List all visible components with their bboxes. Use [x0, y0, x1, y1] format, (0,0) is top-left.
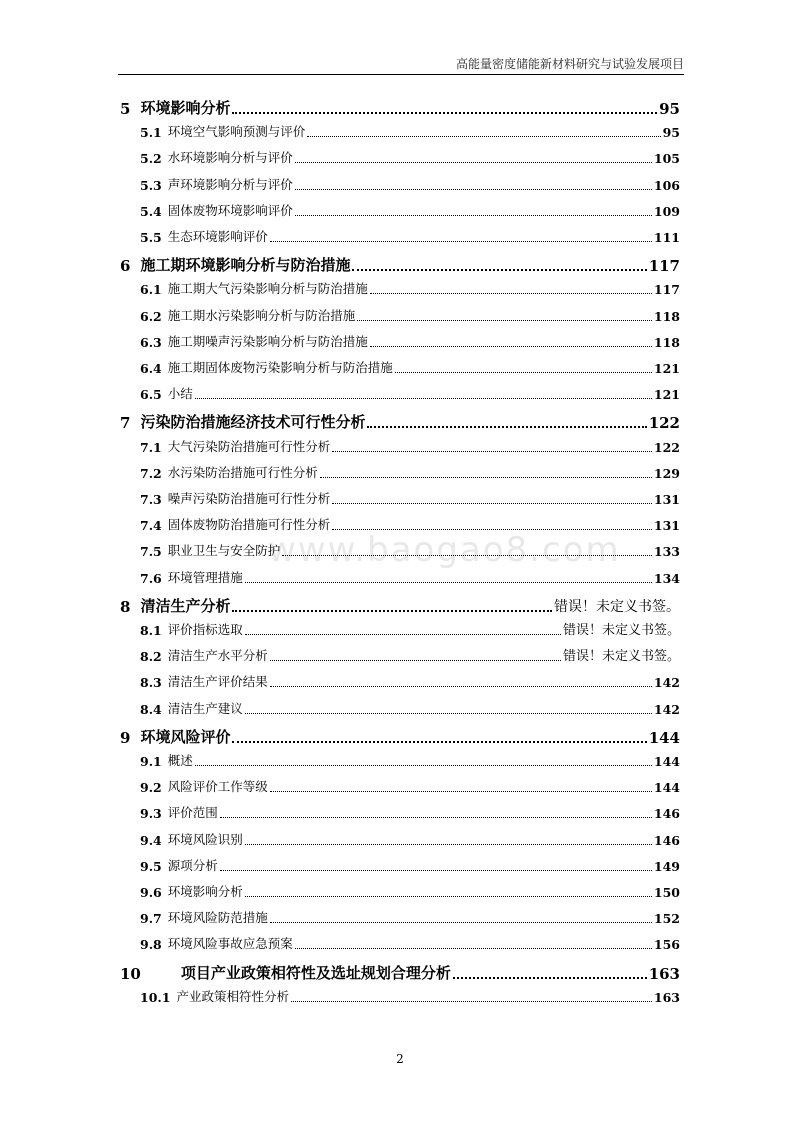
- toc-leader-dots: [232, 609, 552, 612]
- toc-section-entry[interactable]: [120, 122, 680, 140]
- toc-entry-title: 环境空气影响预测与评价: [167, 124, 306, 140]
- toc-leader-dots: [295, 947, 652, 949]
- toc-entry-page: 146: [653, 832, 680, 848]
- toc-entry-title: 评价指标选取: [167, 622, 243, 637]
- toc-leader-dots: [332, 528, 652, 530]
- toc-entry-page: 122: [653, 439, 680, 455]
- toc-entry-number: 6.4: [140, 361, 162, 376]
- toc-entry-page: 129: [653, 465, 680, 481]
- toc-entry-page: 105: [653, 151, 680, 167]
- toc-entry-title: 环境管理措施: [167, 569, 243, 585]
- toc-entry-title: 施工期噪声污染影响分析与防治措施: [167, 333, 368, 349]
- toc-leader-dots: [352, 268, 646, 271]
- toc-entry-number: 6.3: [140, 334, 162, 350]
- toc-section-entry[interactable]: [120, 620, 680, 638]
- toc-entry-page: 122: [648, 414, 680, 433]
- toc-entry-page: 149: [653, 858, 680, 874]
- toc-entry-page: 142: [653, 701, 680, 717]
- toc-entry-title: 清洁生产水平分析: [167, 648, 268, 664]
- toc-entry-page: 95: [659, 100, 680, 118]
- toc-chapter-entry[interactable]: [120, 725, 680, 747]
- toc-entry-number: 9.1: [140, 754, 162, 769]
- toc-leader-dots: [307, 135, 660, 137]
- toc-entry-page: 150: [653, 885, 680, 900]
- toc-entry-title: 环境风险评价: [140, 727, 231, 746]
- toc-leader-dots: [291, 1000, 652, 1002]
- toc-leader-dots: [320, 476, 652, 478]
- toc-entry-title: 产业政策相符性分析: [176, 988, 289, 1004]
- toc-entry-page: 146: [653, 806, 680, 822]
- toc-entry-number: 7.3: [140, 492, 162, 507]
- toc-entry-number: 6.1: [140, 282, 162, 298]
- toc-section-entry[interactable]: [120, 751, 680, 769]
- toc-entry-title: 概述: [167, 753, 193, 768]
- toc-entry-title: 评价范围: [167, 805, 218, 821]
- toc-entry-number: 5.4: [140, 203, 162, 219]
- toc-entry-number: 6.2: [140, 308, 162, 324]
- toc-chapter-entry[interactable]: [120, 961, 680, 983]
- toc-entry-title: 水环境影响分析与评价: [167, 150, 293, 166]
- toc-chapter-entry[interactable]: [120, 594, 680, 616]
- toc-leader-dots: [367, 425, 646, 428]
- toc-entry-number: 9.6: [140, 885, 162, 900]
- toc-section-entry[interactable]: [120, 175, 680, 193]
- toc-section-entry[interactable]: [120, 882, 680, 900]
- toc-entry-title: 环境风险防范措施: [167, 910, 268, 926]
- toc-section-entry[interactable]: [120, 384, 680, 402]
- toc-leader-dots: [245, 633, 561, 635]
- toc-section-entry[interactable]: [120, 646, 680, 664]
- toc-section-entry[interactable]: [120, 934, 680, 952]
- toc-entry-title: 项目产业政策相符性及选址规划合理分析: [180, 963, 451, 982]
- toc-entry-page: 163: [653, 989, 680, 1005]
- toc-entry-title: 施工期环境影响分析与防治措施: [140, 256, 351, 275]
- toc-entry-number: 5: [120, 100, 131, 118]
- toc-entry-page: 133: [653, 544, 680, 560]
- toc-entry-number: 8.2: [140, 649, 162, 665]
- toc-entry-page: 144: [648, 728, 680, 747]
- toc-leader-dots: [295, 161, 652, 163]
- toc-leader-dots: [270, 685, 652, 687]
- toc-entry-number: 9.2: [140, 780, 162, 796]
- toc-entry-page: 106: [653, 177, 680, 193]
- toc-entry-number: 7.5: [140, 544, 162, 560]
- toc-entry-number: 5.5: [140, 230, 162, 245]
- toc-section-entry[interactable]: [120, 856, 680, 874]
- toc-leader-dots: [270, 921, 652, 923]
- toc-entry-page: 163: [648, 964, 680, 983]
- toc-section-entry[interactable]: [120, 830, 680, 848]
- toc-chapter-entry[interactable]: [120, 96, 680, 118]
- toc-entry-number: 8.3: [140, 675, 162, 691]
- toc-leader-dots: [395, 371, 652, 373]
- toc-section-entry[interactable]: [120, 568, 680, 586]
- toc-entry-title: 环境影响分析: [140, 99, 231, 117]
- toc-entry-number: 7.6: [140, 570, 162, 586]
- toc-entry-number: 7.4: [140, 518, 162, 534]
- toc-entry-page: 142: [653, 675, 680, 691]
- toc-section-entry[interactable]: [120, 515, 680, 533]
- toc-section-entry[interactable]: [120, 987, 680, 1005]
- toc-section-entry[interactable]: [120, 332, 680, 350]
- toc-leader-dots: [332, 502, 652, 504]
- toc-entry-title: 声环境影响分析与评价: [167, 176, 293, 192]
- toc-leader-dots: [295, 214, 652, 216]
- toc-leader-dots: [195, 764, 652, 766]
- toc-entry-title: 环境风险识别: [167, 831, 243, 847]
- toc-entry-page: 118: [653, 308, 680, 324]
- toc-entry-number: 9.8: [140, 937, 162, 953]
- toc-entry-number: 9.4: [140, 832, 162, 848]
- toc-entry-number: 9.5: [140, 858, 162, 874]
- toc-entry-title: 施工期固体废物污染影响分析与防治措施: [167, 360, 393, 375]
- toc-entry-title: 水污染防治措施可行性分析: [167, 464, 318, 480]
- toc-section-entry[interactable]: [120, 148, 680, 166]
- toc-entry-page: 144: [653, 780, 680, 796]
- toc-entry-page: 错误！未定义书签。: [562, 623, 680, 638]
- toc-leader-dots: [195, 397, 652, 399]
- toc-entry-title: 清洁生产建议: [167, 700, 243, 716]
- toc-section-entry[interactable]: [120, 463, 680, 481]
- running-header: 高能量密度储能新材料研究与试验发展项目: [455, 57, 684, 71]
- toc-section-entry[interactable]: [120, 699, 680, 717]
- toc-entry-title: 环境风险事故应急预案: [167, 936, 293, 952]
- toc-section-entry[interactable]: [120, 358, 680, 376]
- toc-section-entry[interactable]: [120, 201, 680, 219]
- toc-entry-number: 9.7: [140, 911, 162, 927]
- toc-entry-number: 8.4: [140, 701, 162, 717]
- toc-entry-title: 大气污染防治措施可行性分析: [167, 438, 331, 454]
- toc-entry-number: 5.3: [140, 177, 162, 193]
- toc-entry-number: 6.5: [140, 387, 162, 403]
- toc-leader-dots: [245, 895, 652, 897]
- toc-entry-title: 固体废物防治措施可行性分析: [167, 517, 331, 533]
- header-rule: [118, 74, 684, 75]
- toc-leader-dots: [270, 790, 652, 792]
- toc-section-entry[interactable]: [120, 908, 680, 926]
- toc-entry-title: 风险评价工作等级: [167, 779, 268, 795]
- toc-section-entry[interactable]: [120, 803, 680, 821]
- toc-section-entry[interactable]: [120, 777, 680, 795]
- toc-entry-title: 施工期大气污染影响分析与防治措施: [167, 281, 368, 297]
- toc-leader-dots: [357, 319, 652, 321]
- toc-entry-page: 144: [653, 754, 680, 769]
- toc-section-entry[interactable]: [120, 541, 680, 559]
- toc-leader-dots: [245, 581, 652, 583]
- toc-leader-dots: [270, 659, 561, 661]
- toc-leader-dots: [232, 740, 646, 743]
- toc-leader-dots: [270, 240, 652, 242]
- toc-entry-page: 134: [653, 570, 680, 586]
- toc-entry-number: 6: [120, 257, 131, 276]
- toc-section-entry[interactable]: [120, 279, 680, 297]
- toc-entry-title: 生态环境影响评价: [167, 229, 268, 244]
- toc-section-entry[interactable]: [120, 437, 680, 455]
- toc-entry-page: 118: [653, 334, 680, 350]
- toc-entry-number: 10: [120, 964, 141, 983]
- toc-chapter-entry[interactable]: [120, 253, 680, 275]
- page-number: 2: [396, 1052, 404, 1066]
- toc-entry-number: 7.1: [140, 439, 162, 455]
- toc-entry-page: 131: [653, 518, 680, 534]
- toc-section-entry[interactable]: [120, 227, 680, 245]
- toc-entry-page: 131: [653, 492, 680, 507]
- toc-entry-title: 固体废物环境影响评价: [167, 202, 293, 218]
- toc-entry-number: 5.2: [140, 151, 162, 167]
- toc-entry-page: 156: [653, 937, 680, 953]
- toc-entry-page: 152: [653, 911, 680, 927]
- toc-entry-page: 117: [648, 257, 680, 276]
- toc-section-entry[interactable]: [120, 489, 680, 507]
- toc-entry-title: 职业卫生与安全防护: [167, 543, 281, 559]
- toc-leader-dots: [453, 976, 647, 979]
- toc-entry-page: 111: [653, 230, 680, 245]
- toc-leader-dots: [370, 292, 652, 294]
- toc-entry-title: 清洁生产分析: [140, 596, 231, 615]
- toc-entry-page: 错误！未定义书签。: [562, 649, 680, 665]
- toc-entry-title: 施工期水污染影响分析与防治措施: [167, 307, 356, 323]
- toc-leader-dots: [220, 869, 652, 871]
- toc-entry-number: 8.1: [140, 623, 162, 638]
- toc-entry-number: 9.3: [140, 806, 162, 822]
- toc-entry-page: 错误！未定义书签。: [554, 598, 680, 615]
- toc-leader-dots: [295, 188, 652, 190]
- toc-section-entry[interactable]: [120, 672, 680, 690]
- toc-entry-page: 109: [653, 203, 680, 219]
- toc-leader-dots: [245, 843, 652, 845]
- toc-entry-page: 121: [653, 361, 680, 376]
- toc-leader-dots: [282, 554, 652, 556]
- toc-entry-title: 环境影响分析: [167, 884, 243, 899]
- toc-entry-number: 5.1: [140, 125, 162, 141]
- watermark: www.baogao8.com: [268, 530, 621, 570]
- toc-leader-dots: [332, 450, 652, 452]
- toc-entry-number: 8: [120, 597, 131, 616]
- toc-entry-page: 117: [653, 282, 680, 298]
- toc-section-entry[interactable]: [120, 306, 680, 324]
- toc-leader-dots: [220, 816, 652, 818]
- toc-entry-page: 121: [653, 387, 680, 403]
- toc-entry-title: 噪声污染防治措施可行性分析: [167, 491, 331, 506]
- toc-entry-number: 7: [120, 414, 131, 433]
- toc-entry-title: 清洁生产评价结果: [167, 674, 268, 690]
- toc-entry-title: 小结: [167, 386, 193, 402]
- toc-leader-dots: [370, 345, 652, 347]
- toc-entry-number: 9: [120, 728, 131, 747]
- toc-chapter-entry[interactable]: [120, 410, 680, 432]
- toc-entry-page: 95: [662, 125, 680, 141]
- toc-entry-title: 源项分析: [167, 857, 218, 873]
- toc-entry-number: 10.1: [140, 989, 171, 1005]
- toc-leader-dots: [232, 111, 657, 114]
- toc-leader-dots: [245, 712, 652, 714]
- toc-entry-number: 7.2: [140, 465, 162, 481]
- toc-entry-title: 污染防治措施经济技术可行性分析: [140, 413, 366, 432]
